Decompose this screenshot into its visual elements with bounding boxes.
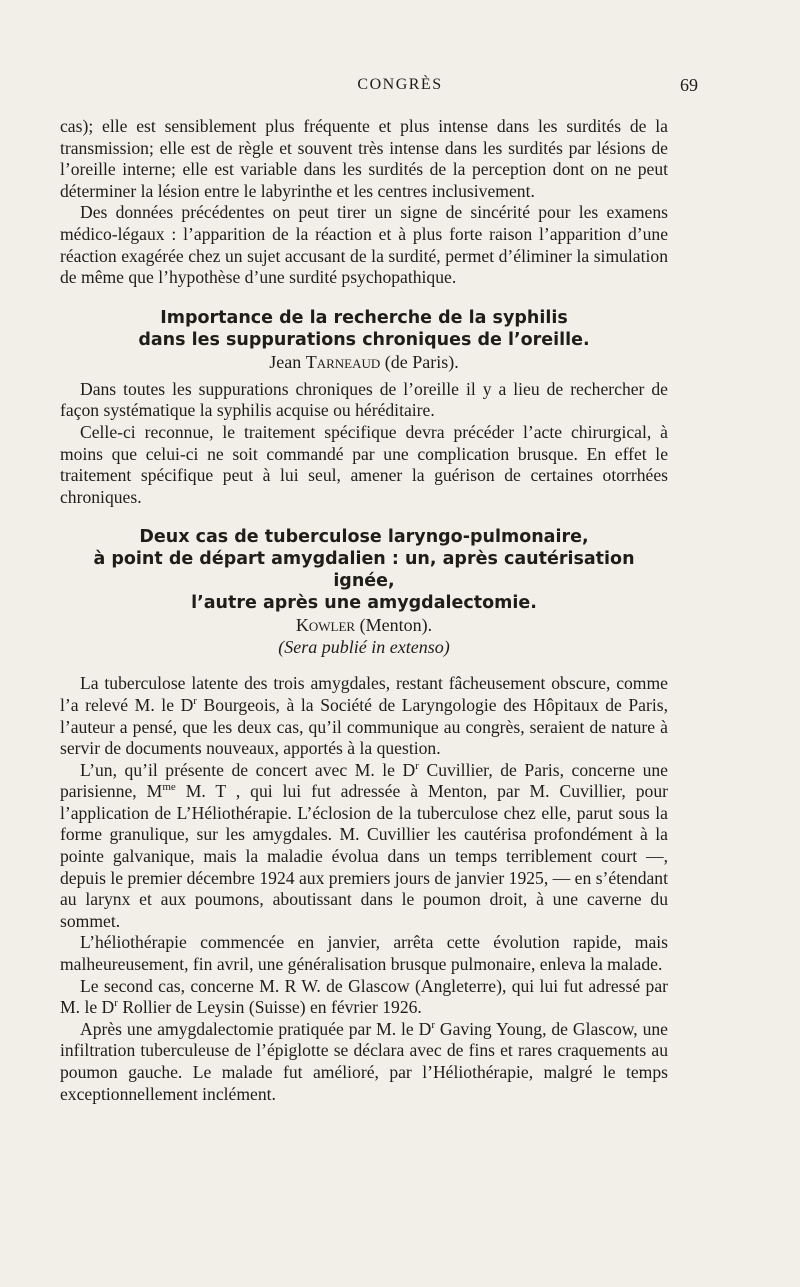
section-2-title-line-3: l’autre après une amygdalectomie. xyxy=(191,593,537,614)
section-1-paragraph-2: Celle-ci reconnue, le traitement spécifique devra précéder l’acte chirurgical, à moins que celui-ci ne soit commandé par une complication brusque. En effet le traitement spécifique peut à lui seul, amener la guérison de certaines otorrhées chroniques. xyxy=(60,421,668,507)
section-1-title-line-2: dans les suppurations chroniques de l’oreille. xyxy=(138,329,590,350)
author-last-name: Kowler xyxy=(295,615,356,636)
section-1-paragraph-1: Dans toutes les suppurations chroniques de l’oreille il y a lieu de rechercher de façon systématique la syphilis acquise ou héréditaire. xyxy=(60,378,668,421)
section-2-title-line-2: à point de départ amygdalien : un, après cautérisation ignée, xyxy=(93,549,635,592)
section-1-title-line-1: Importance de la recherche de la syphilis xyxy=(160,307,568,328)
section-2-author xyxy=(60,614,668,636)
section-2-paragraph-2: L’un, qu’il présente de concert avec M. le $D^r$ Cuvillier, de Paris, concerne une parisienne, $M^{me}$ M. T , qui lui fut adressée à Menton, par M. Cuvillier, pour l’application de L’Héliothérapie. L’éclosion de la tuberculose chez elle, parut sous la forme granulique, sur les amygdales. M. Cuvillier les cautérisa profondément à la pointe galvanique, mais la maladie évolua dans un temps terriblement court —, depuis le premier décembre 1924 aux premiers jours de janvier 1925, — en s’étendant au larynx et aux poumons, aboutissant dans le poumon droit, à une caverne du sommet. xyxy=(60,759,668,931)
section-2-title xyxy=(60,526,668,614)
intro-paragraph-2: Des données précédentes on peut tirer un signe de sincérité pour les examens médico-légaux : l’apparition de la réaction et à plus forte raison l’apparition d’une réaction exagérée chez un sujet accusant de la surdité, permet d’éliminer la simulation de même que l’hypothèse d’une surdité psychopathique. xyxy=(60,202,668,288)
section-2-paragraph-1: La tuberculose latente des trois amygdales, restant fâcheusement obscure, comme l’a relevé M. le $D^r$ Bourgeois, à la Société de Laryngologie des Hôpitaux de Paris, l’auteur a pensé, que les deux cas, qu’il communique au congrès, seraient de nature à servir de documents nouveaux, apportés à la question. xyxy=(60,673,668,759)
author-place: (Menton). xyxy=(359,615,433,636)
section-2-title-line-1: Deux cas de tuberculose laryngo-pulmonaire, xyxy=(139,527,589,548)
page-number: 69 xyxy=(680,75,698,95)
author-last-name: Tarneaud xyxy=(305,351,381,372)
author-first-name: Jean xyxy=(269,351,302,372)
section-2-paragraph-5: Après une amygdalectomie pratiquée par M. le $D^r$ Gaving Young, de Glascow, une infiltration tuberculeuse de l’épiglotte se déclara avec de fins et rares craquements au poumon gauche. Le malade fut amélioré, par l’Héliothérapie, malgré le temps exceptionnellement inclément. xyxy=(60,1018,668,1104)
publication-note: (Sera publié in extenso) xyxy=(278,637,450,658)
author-place: (de Paris). xyxy=(384,351,459,372)
section-2-paragraph-4: Le second cas, concerne M. R W. de Glascow (Angleterre), qui lui fut adressé par M. le $D^r$ Rollier de Leysin (Suisse) en février 1926. xyxy=(60,975,668,1018)
intro-paragraph-1: cas); elle est sensiblement plus fréquente et plus intense dans les surdités de la transmission; elle est de règle et souvent très intense dans les surdités par lésions de l’oreille interne; elle est variable dans les surdités de la perception dont on ne peut déterminer la lésion entre le labyrinthe et les centres inclusivement. xyxy=(60,116,668,201)
text-column xyxy=(60,116,668,1105)
section-1-title xyxy=(60,307,668,351)
running-title: CONGRÈS xyxy=(357,76,443,93)
running-header xyxy=(0,76,800,98)
section-2-paragraph-3: L’héliothérapie commencée en janvier, arrêta cette évolution rapide, mais malheureusement, fin avril, une généralisation brusque pulmonaire, enleva la malade. xyxy=(60,932,668,975)
section-1-author xyxy=(60,351,668,373)
